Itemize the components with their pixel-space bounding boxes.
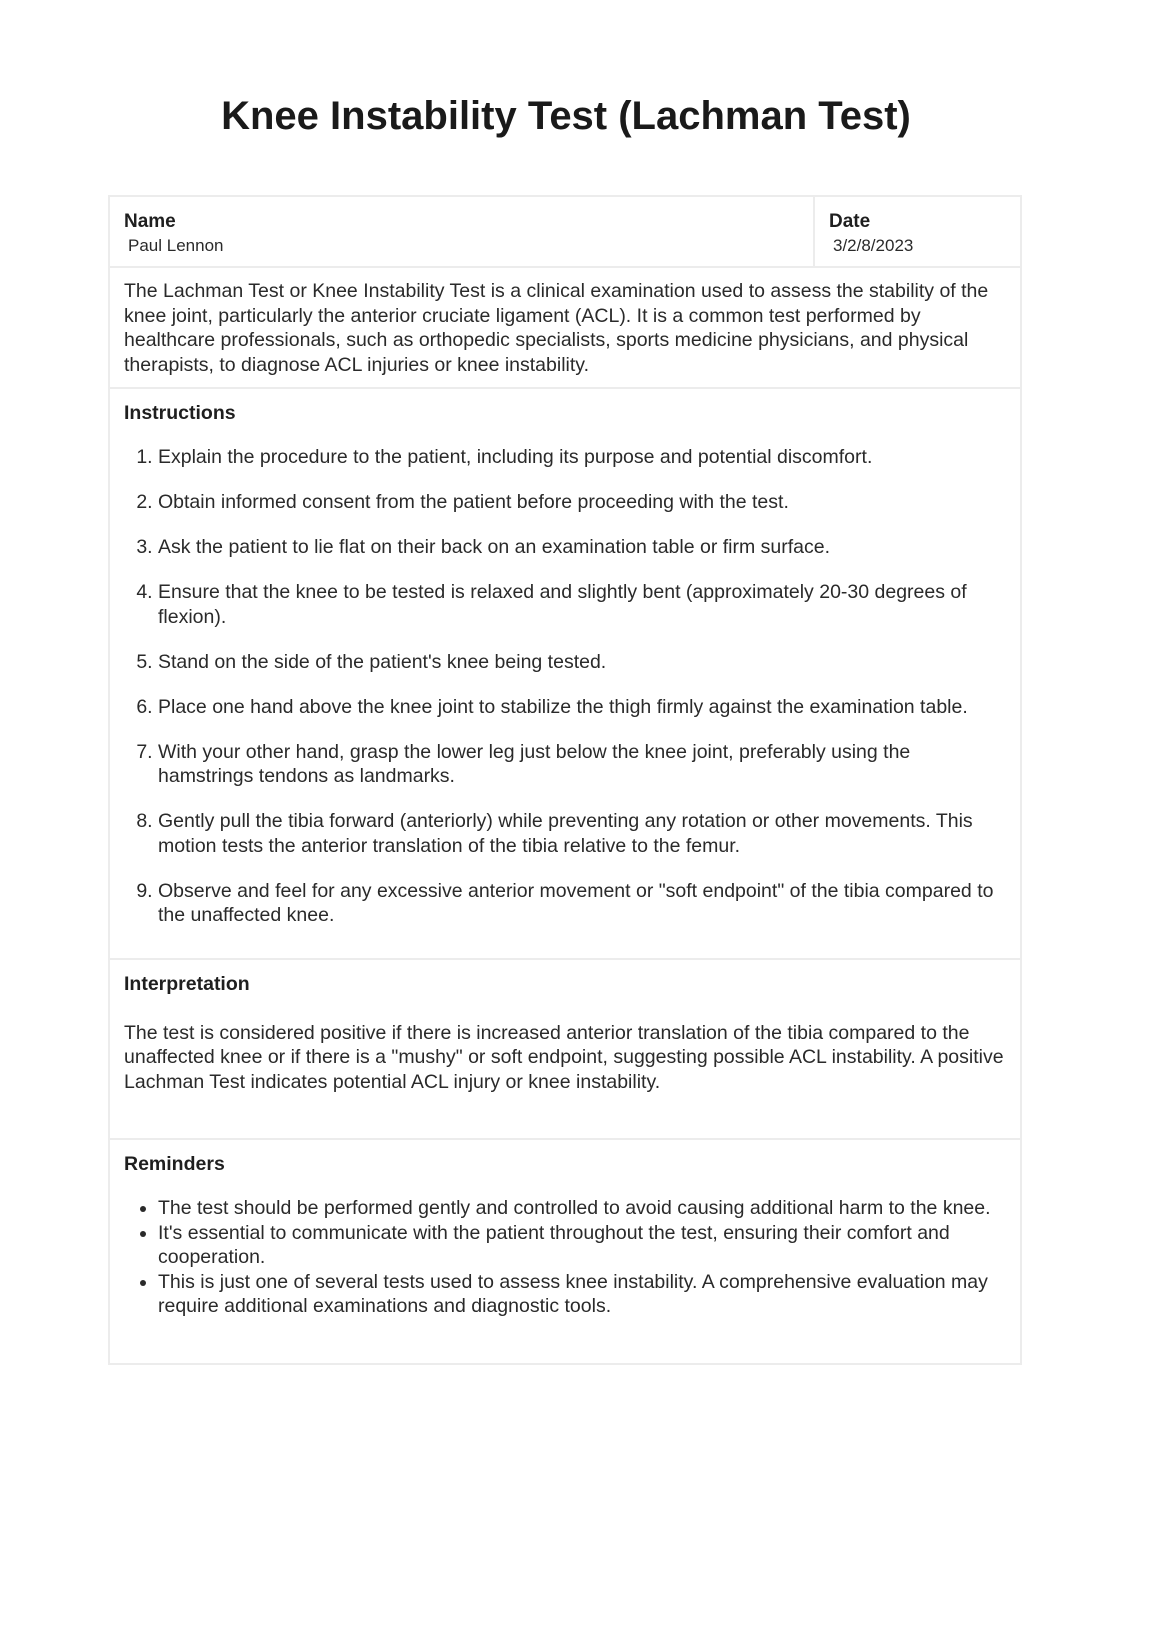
intro-paragraph: The Lachman Test or Knee Instability Test is a clinical examination used to assess the stability of the knee joint, particularly the anterior cruciate ligament (ACL). It is a common test performed by healthcare professionals, such as orthopedic specialists, sports medicine physicians, and physical therapists, to diagnose ACL injuries or knee instability. xyxy=(110,268,1020,389)
instruction-step: 7. With your other hand, grasp the lower leg just below the knee joint, preferably using the hamstrings tendons as landmarks. xyxy=(158,740,1006,789)
instruction-step: 9. Observe and feel for any excessive anterior movement or "soft endpoint" of the tibia compared to the unaffected knee. xyxy=(158,879,1006,928)
instruction-step: 2. Obtain informed consent from the patient before proceeding with the test. xyxy=(158,490,1006,515)
instruction-step: 3. Ask the patient to lie flat on their back on an examination table or firm surface. xyxy=(158,535,1006,560)
interpretation-section xyxy=(110,960,1020,1141)
instruction-step: 8. Gently pull the tibia forward (anteriorly) while preventing any rotation or other movements. This motion tests the anterior translation of the tibia relative to the femur. xyxy=(158,809,1006,858)
instruction-step: 1. Explain the procedure to the patient, including its purpose and potential discomfort. xyxy=(158,445,1006,470)
lachman-test-form xyxy=(108,195,1022,1365)
instructions-section xyxy=(110,389,1020,960)
instruction-step: 5. Stand on the side of the patient's knee being tested. xyxy=(158,650,1006,675)
instruction-step: 4. Ensure that the knee to be tested is relaxed and slightly bent (approximately 20-30 degrees of flexion). xyxy=(158,580,1006,629)
reminder-item: • This is just one of several tests used to assess knee instability. A comprehensive evaluation may require additional examinations and diagnostic tools. xyxy=(158,1270,1006,1319)
reminders-list xyxy=(124,1196,1006,1349)
interpretation-text: The test is considered positive if there is increased anterior translation of the tibia compared to the unaffected knee or if there is a "mushy" or soft endpoint, suggesting possible ACL instability. A positive Lachman Test indicates potential ACL injury or knee instability. xyxy=(124,1021,1004,1093)
patient-info-row xyxy=(110,197,1020,268)
page-title: Knee Instability Test (Lachman Test) xyxy=(221,94,911,138)
name-label: Name xyxy=(124,211,176,232)
interpretation-heading: Interpretation xyxy=(124,972,250,995)
reminders-section xyxy=(110,1140,1020,1363)
reminder-item: • It's essential to communicate with the patient throughout the test, ensuring their comfort and cooperation. xyxy=(158,1221,1006,1270)
instructions-list xyxy=(124,445,1006,928)
date-field[interactable] xyxy=(815,197,1020,266)
reminders-heading: Reminders xyxy=(124,1153,225,1175)
reminder-item: • The test should be performed gently and controlled to avoid causing additional harm to the knee. xyxy=(158,1196,1006,1221)
date-value[interactable]: 3/2/8/2023 xyxy=(833,236,914,255)
instruction-step: 6. Place one hand above the knee joint to stabilize the thigh firmly against the examination table. xyxy=(158,695,1006,720)
name-field[interactable] xyxy=(110,197,815,266)
name-value[interactable]: Paul Lennon xyxy=(128,236,224,255)
instructions-heading: Instructions xyxy=(124,402,236,424)
date-label: Date xyxy=(829,211,871,232)
